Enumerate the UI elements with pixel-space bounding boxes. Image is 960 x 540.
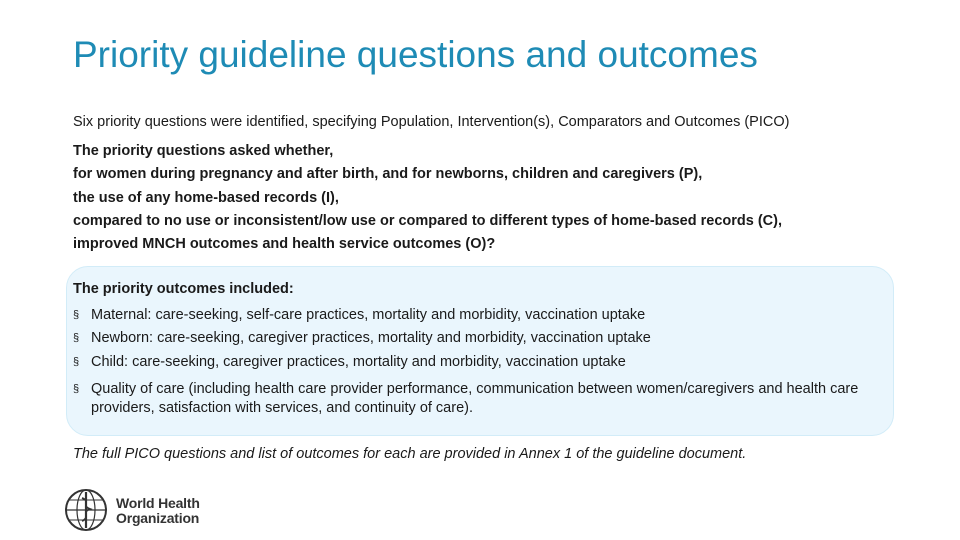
pico-line: The priority questions asked whether, <box>73 143 334 159</box>
outcome-item-newborn <box>73 327 873 350</box>
outcome-text: Newborn: care-seeking, caregiver practices, mortality and morbidity, vaccination uptake <box>91 330 651 347</box>
who-logo <box>64 488 204 532</box>
bullet-icon: § <box>73 382 80 395</box>
pico-line: compared to no use or inconsistent/low use or compared to different types of home-based records (C), <box>73 212 782 229</box>
pico-line: the use of any home-based records (I), <box>73 189 339 206</box>
who-emblem-icon <box>64 488 108 532</box>
who-logo-line2: Organization <box>116 510 200 526</box>
outcome-text: Maternal: care-seeking, self-care practices, mortality and morbidity, vaccination uptake <box>91 307 646 323</box>
outcome-item-quality <box>73 380 873 418</box>
outcomes-heading: The priority outcomes included: <box>73 281 294 297</box>
outcome-item-child <box>73 351 873 374</box>
annex-footnote: The full PICO questions and list of outcomes for each are provided in Annex 1 of the guideline document. <box>73 446 747 462</box>
outcomes-list <box>73 304 873 418</box>
pico-questions <box>73 140 933 256</box>
pico-line: for women during pregnancy and after birth, and for newborns, children and caregivers (P), <box>73 166 703 183</box>
outcome-text: Child: care-seeking, caregiver practices, mortality and morbidity, vaccination uptake <box>91 353 626 370</box>
who-logo-line1: World Health <box>116 495 200 511</box>
intro-text: Six priority questions were identified, specifying Population, Intervention(s), Comparators and Outcomes (PICO) <box>73 114 790 130</box>
bullet-icon: § <box>73 332 80 345</box>
pico-line: improved MNCH outcomes and health service outcomes (O)? <box>73 236 496 253</box>
outcome-item-maternal <box>73 304 873 327</box>
outcome-text: Quality of care (including health care provider performance, communication between women/caregivers and health care providers, satisfaction with services, and continuity of care). <box>91 380 859 416</box>
page-title: Priority guideline questions and outcomes <box>73 34 758 75</box>
who-logo-text <box>116 496 200 526</box>
bullet-icon: § <box>73 355 80 368</box>
bullet-icon: § <box>73 309 80 321</box>
